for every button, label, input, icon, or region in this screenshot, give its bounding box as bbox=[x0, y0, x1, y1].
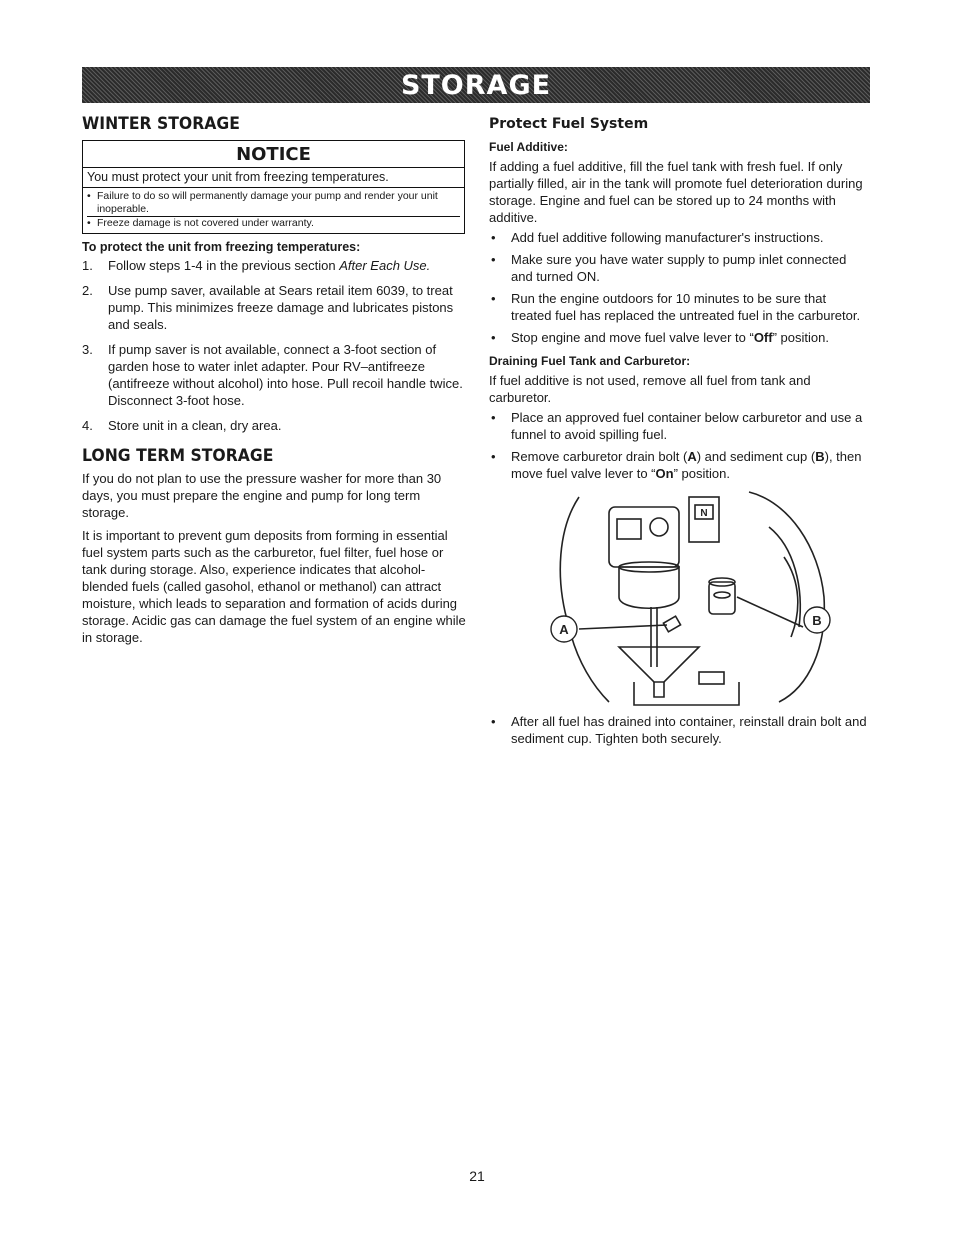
banner-title: STORAGE bbox=[400, 69, 552, 101]
step-item bbox=[82, 417, 466, 434]
bullet-text: ), then move fuel valve lever to “ bbox=[511, 449, 862, 481]
after-drain-list bbox=[489, 713, 869, 747]
step-item bbox=[82, 257, 466, 274]
step-text: If pump saver is not available, connect a 3-foot section of garden hose to water inlet adapter. Pour RV–antifreeze (antifreeze without alcohol) into hose. Pull recoil handle twice. Disconnect 3-foot hose. bbox=[108, 342, 463, 408]
notice-box bbox=[82, 140, 465, 234]
fuel-additive-heading: Fuel Additive: bbox=[489, 140, 568, 154]
step-text: Follow steps 1-4 in the previous section bbox=[108, 258, 340, 273]
step-text: Use pump saver, available at Sears retail item 6039, to treat pump. This minimizes freeze damage and lubricates pistons and seals. bbox=[108, 283, 454, 332]
figure-label-b: B bbox=[812, 613, 822, 628]
figure-label-a: A bbox=[559, 622, 569, 637]
step-number: 2. bbox=[82, 283, 93, 298]
carburetor-drain-figure bbox=[539, 487, 839, 707]
step-text-italic: After Each Use. bbox=[339, 258, 431, 273]
notice-main-text: You must protect your unit from freezing temperatures. bbox=[83, 167, 464, 188]
draining-intro: If fuel additive is not used, remove all fuel from tank and carburetor. bbox=[489, 373, 811, 405]
figure-label-n: N bbox=[700, 508, 708, 519]
draining-list bbox=[489, 409, 869, 482]
fuel-additive-list bbox=[489, 229, 869, 346]
bullet-item: • After all fuel has drained into container, reinstall drain bolt and sediment cup. Tighten both securely. bbox=[489, 713, 869, 747]
bullet-item: • Add fuel additive following manufacturer's instructions. bbox=[489, 229, 869, 246]
step-number: 1. bbox=[82, 258, 93, 273]
bullet-text: ” position. bbox=[772, 330, 829, 345]
bullet-item: • Place an approved fuel container below carburetor and use a funnel to avoid spilling fuel. bbox=[489, 409, 869, 443]
freeze-subheading: To protect the unit from freezing temperatures: bbox=[82, 240, 361, 254]
long-term-paragraph: If you do not plan to use the pressure washer for more than 30 days, you must prepare the engine and pump for long term storage. bbox=[82, 471, 442, 520]
page-number: 21 bbox=[469, 1168, 485, 1184]
notice-list bbox=[83, 188, 464, 233]
bullet-item: • Make sure you have water supply to pump inlet connected and turned ON. bbox=[489, 251, 869, 285]
bullet-bold: On bbox=[655, 466, 674, 481]
notice-item: • Freeze damage is not covered under warranty. bbox=[87, 217, 460, 230]
step-number: 4. bbox=[82, 418, 93, 433]
left-column bbox=[82, 114, 466, 652]
bullet-text: ” position. bbox=[673, 466, 730, 481]
long-term-storage-heading: LONG TERM STORAGE bbox=[82, 446, 274, 466]
bullet-text: ) and sediment cup ( bbox=[696, 449, 816, 464]
protect-fuel-heading: Protect Fuel System bbox=[489, 116, 649, 132]
bullet-bold: B bbox=[815, 449, 825, 464]
winter-steps bbox=[82, 257, 466, 434]
step-item bbox=[82, 282, 466, 333]
right-column bbox=[489, 114, 869, 752]
bullet-item bbox=[489, 329, 869, 346]
step-item bbox=[82, 341, 466, 409]
draining-heading: Draining Fuel Tank and Carburetor: bbox=[489, 354, 691, 368]
bullet-item bbox=[489, 448, 869, 482]
fuel-additive-intro: If adding a fuel additive, fill the fuel tank with fresh fuel. If only partially filled, air in the tank will promote fuel deterioration during storage. Engine and fuel can be stored up to 24 months with additive. bbox=[489, 159, 863, 225]
bullet-text: Stop engine and move fuel valve lever to “ bbox=[511, 330, 754, 345]
bullet-bold: Off bbox=[753, 330, 773, 345]
section-banner bbox=[82, 67, 870, 103]
step-text: Store unit in a clean, dry area. bbox=[108, 418, 282, 433]
notice-item: • Failure to do so will permanently damage your pump and render your unit inoperable. bbox=[87, 190, 460, 217]
notice-title: NOTICE bbox=[236, 144, 311, 165]
bullet-bold: A bbox=[687, 449, 697, 464]
winter-storage-heading: WINTER STORAGE bbox=[82, 114, 240, 134]
long-term-paragraph: It is important to prevent gum deposits from forming in essential fuel system parts such as the carburetor, fuel filter, fuel hose or tank during storage. Also, experience indicates that alcohol-blended fuels (called gasohol, ethanol or methanol) can attract moisture, which leads to separation and formation of acids during storage. Acidic gas can damage the fuel system of an engine while in storage. bbox=[82, 528, 466, 645]
bullet-item: • Run the engine outdoors for 10 minutes to be sure that treated fuel has replaced the untreated fuel in the carburetor. bbox=[489, 290, 869, 324]
bullet-text: Remove carburetor drain bolt ( bbox=[511, 449, 688, 464]
step-number: 3. bbox=[82, 342, 93, 357]
carburetor-illustration bbox=[539, 487, 839, 707]
